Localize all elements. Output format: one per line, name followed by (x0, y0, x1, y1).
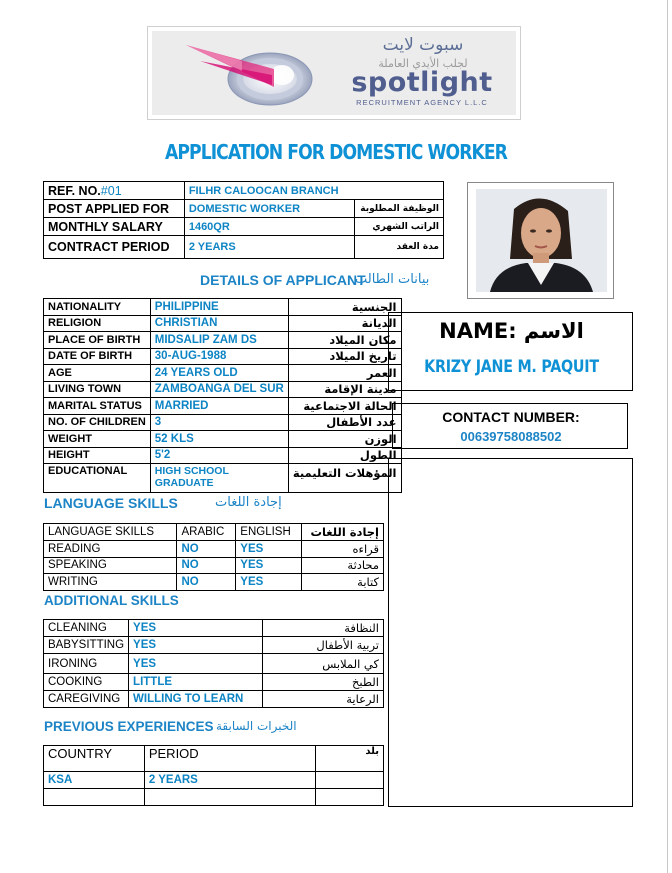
lang-header-english: ENGLISH (236, 524, 302, 541)
logo-subtitle: RECRUITMENT AGENCY L.L.C (356, 98, 488, 107)
applicant-photo (476, 189, 607, 292)
weight-value: 52 KLS (150, 431, 288, 448)
page-edge (667, 0, 668, 873)
education-line2: GRADUATE (154, 477, 214, 489)
top-info-table (43, 181, 444, 259)
table-row (44, 447, 402, 464)
language-heading-ar: إجادة اللغات (215, 495, 282, 510)
education-value (150, 464, 288, 493)
contact-label: CONTACT NUMBER: (442, 409, 580, 425)
children-label: NO. OF CHILDREN (44, 414, 151, 431)
experience-table (43, 745, 384, 806)
post-label-ar: الوظيفة المطلوبة (355, 200, 444, 218)
logo-wordmark: spotlight (351, 67, 493, 98)
religion-value: CHRISTIAN (150, 315, 288, 332)
table-row (44, 746, 384, 772)
nationality-label: NATIONALITY (44, 299, 151, 316)
portrait-icon (476, 189, 607, 292)
table-row (44, 789, 384, 806)
table-row (44, 315, 402, 332)
lang-header-label: LANGUAGE SKILLS (44, 524, 177, 541)
speaking-arabic: NO (177, 557, 236, 574)
age-label: AGE (44, 365, 151, 382)
writing-ar: كتابة (302, 574, 384, 591)
name-label-ar: الاسم (523, 319, 584, 343)
caregiving-value: WILLING TO LEARN (129, 691, 263, 708)
marital-label: MARITAL STATUS (44, 398, 151, 415)
logo-panel (152, 31, 516, 115)
table-row (44, 574, 384, 591)
religion-label-ar: الديانة (288, 315, 401, 332)
name-box (388, 312, 633, 391)
additional-heading: ADDITIONAL SKILLS (44, 593, 179, 608)
height-value: 5'2 (150, 447, 288, 464)
caregiving-ar: الرعاية (262, 691, 383, 708)
language-heading: LANGUAGE SKILLS (44, 495, 178, 511)
cooking-ar: الطبخ (262, 674, 383, 691)
branch-value: FILHR CALOOCAN BRANCH (184, 182, 443, 200)
blank-panel (388, 458, 633, 807)
table-row (44, 524, 384, 541)
exp-empty-cell (144, 789, 315, 806)
birthplace-value: MIDSALIP ZAM DS (150, 332, 288, 349)
table-row (44, 620, 384, 637)
height-label: HEIGHT (44, 447, 151, 464)
exp-header-period: PERIOD (144, 746, 315, 772)
details-heading-ar: بيانات الطالب (355, 272, 430, 287)
table-row (44, 431, 402, 448)
lang-header-arabic: ARABIC (177, 524, 236, 541)
exp-country: KSA (44, 772, 145, 789)
exp-empty-cell (316, 789, 384, 806)
speaking-ar: محادثة (302, 557, 384, 574)
salary-label-ar: الراتب الشهري (355, 218, 444, 236)
weight-label-ar: الوزن (288, 431, 401, 448)
education-label-ar: المؤهلات التعليمية (288, 464, 401, 493)
cleaning-ar: النظافة (262, 620, 383, 637)
details-heading: DETAILS OF APPLICANT (200, 272, 366, 288)
post-value: DOMESTIC WORKER (184, 200, 354, 218)
contact-number: 00639758088502 (460, 429, 562, 444)
height-label-ar: الطول (288, 447, 401, 464)
table-row (44, 398, 402, 415)
table-row (44, 674, 384, 691)
nationality-value: PHILIPPINE (150, 299, 288, 316)
marital-label-ar: الحالة الاجتماعية (288, 398, 401, 415)
table-row (44, 772, 384, 789)
ref-label-text: REF. NO. (48, 183, 101, 198)
reading-label: READING (44, 540, 177, 557)
ironing-ar: كي الملابس (262, 654, 383, 674)
birthdate-label: DATE OF BIRTH (44, 348, 151, 365)
table-row (44, 381, 402, 398)
table-row (44, 182, 444, 200)
table-row (44, 236, 444, 259)
ref-number: #01 (100, 183, 122, 198)
agency-logo (147, 26, 521, 120)
babysitting-value: YES (129, 637, 263, 654)
table-row (44, 299, 402, 316)
reading-english: YES (236, 540, 302, 557)
exp-blank (316, 772, 384, 789)
lang-header-ar: إجادة اللغات (302, 524, 384, 541)
table-row (44, 464, 402, 493)
table-row (44, 637, 384, 654)
birthplace-label: PLACE OF BIRTH (44, 332, 151, 349)
post-label: POST APPLIED FOR (44, 200, 185, 218)
experience-heading: PREVIOUS EXPERIENCES (44, 719, 214, 734)
language-table (43, 523, 384, 591)
table-row (44, 540, 384, 557)
table-row (44, 654, 384, 674)
cooking-label: COOKING (44, 674, 129, 691)
exp-period: 2 YEARS (144, 772, 315, 789)
ironing-value: YES (129, 654, 263, 674)
contact-box (392, 403, 628, 449)
exp-header-ar: بلد (316, 746, 384, 772)
table-row (44, 557, 384, 574)
speaking-label: SPEAKING (44, 557, 177, 574)
education-line1: HIGH SCHOOL (154, 465, 229, 477)
table-row (44, 218, 444, 236)
table-row (44, 348, 402, 365)
spotlight-logo-icon (182, 39, 322, 109)
salary-value: 1460QR (184, 218, 354, 236)
writing-arabic: NO (177, 574, 236, 591)
babysitting-label: BABYSITTING (44, 637, 129, 654)
logo-arabic-sub: لجلب الأيدي العاملة (378, 57, 468, 70)
cleaning-value: YES (129, 620, 263, 637)
ironing-label: IRONING (44, 654, 129, 674)
cooking-value: LITTLE (129, 674, 263, 691)
birthplace-label-ar: مكان الميلاد (288, 332, 401, 349)
writing-label: WRITING (44, 574, 177, 591)
table-row (44, 414, 402, 431)
name-label (389, 319, 634, 343)
logo-arabic-name: سبوت لايت (382, 35, 464, 55)
ref-label (44, 182, 185, 200)
exp-empty-cell (44, 789, 145, 806)
caregiving-label: CAREGIVING (44, 691, 129, 708)
exp-header-country: COUNTRY (44, 746, 145, 772)
salary-label: MONTHLY SALARY (44, 218, 185, 236)
skills-table (43, 619, 384, 708)
speaking-english: YES (236, 557, 302, 574)
marital-value: MARRIED (150, 398, 288, 415)
name-label-en: NAME: (439, 319, 517, 343)
town-label: LIVING TOWN (44, 381, 151, 398)
children-label-ar: عدد الأطفال (288, 414, 401, 431)
contract-label: CONTRACT PERIOD (44, 236, 185, 259)
children-value: 3 (150, 414, 288, 431)
writing-english: YES (236, 574, 302, 591)
table-row (44, 332, 402, 349)
photo-frame (467, 182, 614, 299)
age-value: 24 YEARS OLD (150, 365, 288, 382)
details-table (43, 298, 402, 493)
babysitting-ar: تربية الأطفال (262, 637, 383, 654)
page-title: APPLICATION FOR DOMESTIC WORKER (165, 140, 507, 164)
birthdate-label-ar: تاريخ الميلاد (288, 348, 401, 365)
nationality-label-ar: الجنسية (288, 299, 401, 316)
experience-heading-ar: الخبرات السابقة (216, 719, 297, 733)
town-label-ar: مدينة الإقامة (288, 381, 401, 398)
contract-value: 2 YEARS (184, 236, 354, 259)
reading-ar: قراءه (302, 540, 384, 557)
contract-label-ar: مدة العقد (355, 236, 444, 259)
weight-label: WEIGHT (44, 431, 151, 448)
education-label: EDUCATIONAL (44, 464, 151, 493)
cleaning-label: CLEANING (44, 620, 129, 637)
table-row (44, 691, 384, 708)
table-row (44, 365, 402, 382)
town-value: ZAMBOANGA DEL SUR (150, 381, 288, 398)
birthdate-value: 30-AUG-1988 (150, 348, 288, 365)
reading-arabic: NO (177, 540, 236, 557)
table-row (44, 200, 444, 218)
religion-label: RELIGION (44, 315, 151, 332)
age-label-ar: العمر (288, 365, 401, 382)
applicant-name: KRIZY JANE M. PAQUIT (424, 357, 599, 377)
